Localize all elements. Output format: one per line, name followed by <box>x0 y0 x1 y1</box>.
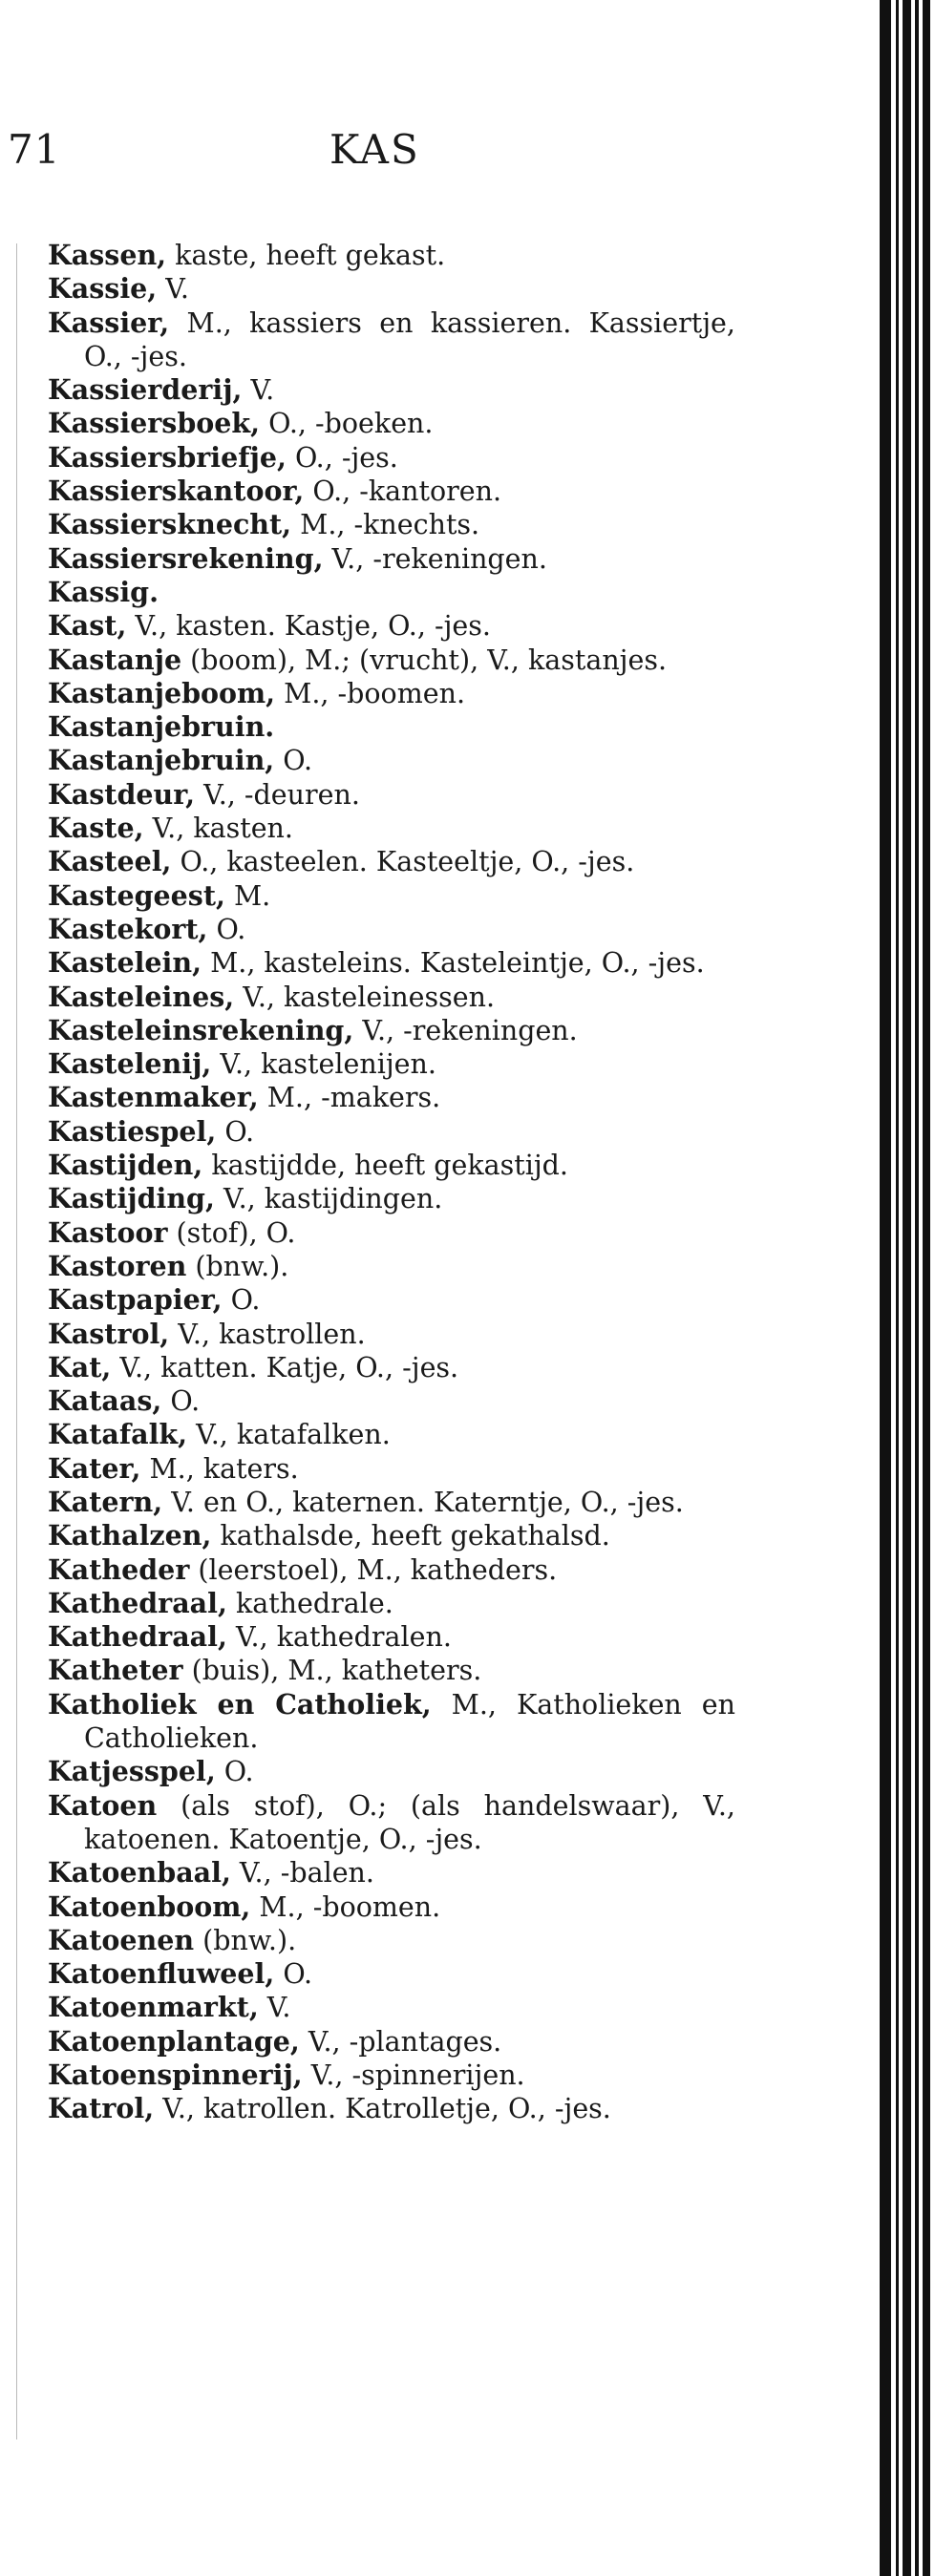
entry-headword: Kaste, <box>48 812 144 845</box>
entry-definition: O. <box>207 913 246 945</box>
entry-definition: V., kasteleinessen. <box>234 981 496 1013</box>
entry-headword: Katoenmarkt, <box>48 1991 259 2024</box>
entry-headword: Katoenfluweel, <box>48 1957 275 1991</box>
entry-headword: Kataas, <box>48 1384 162 1418</box>
entry-definition: O. <box>161 1385 201 1418</box>
dictionary-entry <box>48 1250 735 1283</box>
dictionary-entry <box>48 1418 735 1451</box>
entry-definition: kathedrale. <box>226 1587 393 1619</box>
entry-definition: M., -boomen. <box>250 1890 441 1923</box>
entry-headword: Katoenplantage, <box>48 2024 300 2058</box>
column-rule <box>16 243 17 2439</box>
entry-headword: Kastijden, <box>48 1149 203 1182</box>
dictionary-entry <box>48 1014 735 1047</box>
dictionary-entry <box>48 778 735 812</box>
entry-definition: (als stof), O.; (als handelswaar), V., katoenen. Katoentje, O., -jes. <box>84 1789 735 1855</box>
entry-definition: (bnw.). <box>194 1924 297 1956</box>
entry-definition: V. en O., katernen. Katerntje, O., -jes. <box>162 1486 684 1518</box>
entry-definition: (bnw.). <box>186 1250 289 1282</box>
entry-definition: V., kasten. <box>143 813 293 845</box>
dictionary-entry <box>48 1486 735 1519</box>
entry-headword: Katoen <box>48 1788 158 1822</box>
entry-definition: O., -jes. <box>286 441 398 474</box>
entry-headword: Kastanjeboom, <box>48 676 276 709</box>
entry-headword: Kater, <box>48 1451 141 1485</box>
entry-list <box>48 239 735 2126</box>
dictionary-entry <box>48 542 735 576</box>
entry-definition: V. <box>242 374 275 407</box>
entry-headword: Katafalk, <box>48 1418 188 1451</box>
dictionary-entry <box>48 1587 735 1620</box>
entry-headword: Kassig. <box>48 575 159 608</box>
dictionary-entry <box>48 710 735 744</box>
entry-definition: M., -knechts. <box>291 509 480 541</box>
dictionary-entry <box>48 1890 735 1924</box>
entry-definition: V. <box>157 273 189 306</box>
entry-definition: O. <box>216 1115 255 1148</box>
entry-headword: Kassier, <box>48 306 170 339</box>
dictionary-entry <box>48 609 735 643</box>
entry-headword: Kassiersknecht, <box>48 508 292 541</box>
entry-headword: Kastelein, <box>48 946 202 980</box>
entry-headword: Kasteleinsrekening, <box>48 1013 354 1046</box>
entry-headword: Kasteel, <box>48 845 172 878</box>
dictionary-entry <box>48 1688 735 1756</box>
entry-definition: V., -rekeningen. <box>353 1014 578 1046</box>
entry-headword: Kathedraal, <box>48 1620 227 1654</box>
dictionary-entry <box>48 1318 735 1351</box>
entry-headword: Katjesspel, <box>48 1755 216 1788</box>
entry-headword: Kastrol, <box>48 1317 170 1350</box>
dictionary-entry <box>48 239 735 272</box>
dictionary-entry <box>48 677 735 710</box>
dictionary-entry <box>48 1047 735 1081</box>
dictionary-entry <box>48 2025 735 2059</box>
dictionary-entry <box>48 475 735 508</box>
entry-headword: Kathedraal, <box>48 1586 227 1619</box>
dictionary-entry <box>48 1991 735 2024</box>
entry-headword: Kassen, <box>48 239 167 271</box>
entry-definition: O. <box>274 745 313 777</box>
dictionary-entry <box>48 576 735 609</box>
dictionary-entry <box>48 981 735 1014</box>
entry-definition: M., Katholieken en Catholieken. <box>84 1688 735 1755</box>
entry-definition: (leerstoel), M., katheders. <box>189 1553 558 1586</box>
entry-definition: M., -boomen. <box>275 677 466 709</box>
entry-headword: Kathalzen, <box>48 1519 212 1552</box>
dictionary-entry <box>48 879 735 913</box>
entry-definition: V., kastelenijen. <box>211 1048 436 1081</box>
dictionary-entry <box>48 2092 735 2125</box>
dictionary-entry <box>48 1384 735 1418</box>
dictionary-entry <box>48 1789 735 1857</box>
entry-definition: (buis), M., katheters. <box>182 1655 482 1687</box>
entry-definition: M. <box>224 879 271 912</box>
entry-headword: Kastanje <box>48 643 182 676</box>
entry-headword: Kastdeur, <box>48 777 196 811</box>
entry-headword: Kat, <box>48 1350 112 1383</box>
dictionary-entry <box>48 373 735 407</box>
entry-definition: V. <box>258 1992 291 2024</box>
entry-definition: V., -deuren. <box>195 778 360 811</box>
dictionary-entry <box>48 1957 735 1991</box>
dictionary-entry <box>48 508 735 541</box>
entry-headword: Kastelenij, <box>48 1047 212 1081</box>
dictionary-entry <box>48 913 735 946</box>
dictionary-entry <box>48 1452 735 1486</box>
entry-definition: V., katrollen. Katrolletje, O., -jes. <box>154 2093 611 2125</box>
dictionary-entry <box>48 1081 735 1114</box>
dictionary-entry <box>48 845 735 878</box>
entry-definition: M., kassiers en kassieren. Kassiertje, O., -jes. <box>84 306 735 372</box>
dictionary-entry <box>48 306 735 374</box>
dictionary-entry <box>48 812 735 845</box>
entry-definition: V., katafalken. <box>187 1419 391 1451</box>
entry-definition: V., kasten. Kastje, O., -jes. <box>126 610 491 643</box>
entry-definition: O., kasteelen. Kasteeltje, O., -jes. <box>171 846 635 878</box>
entry-definition: V., kastijdingen. <box>214 1183 443 1215</box>
entry-headword: Kastanjebruin. <box>48 710 275 744</box>
dictionary-entry <box>48 946 735 980</box>
entry-headword: Kastekort, <box>48 912 208 945</box>
entry-headword: Katoenbaal, <box>48 1856 231 1890</box>
entry-headword: Kastijding, <box>48 1182 215 1215</box>
entry-definition: kathalsde, heeft gekathalsd. <box>211 1520 610 1552</box>
dictionary-entry <box>48 1755 735 1788</box>
entry-headword: Kastegeest, <box>48 878 225 912</box>
entry-headword: Kasteleines, <box>48 980 235 1013</box>
entry-definition: V., -plantages. <box>299 2025 502 2058</box>
entry-definition: kaste, heeft gekast. <box>166 240 446 271</box>
entry-headword: Katoenboom, <box>48 1890 251 1923</box>
entry-definition: V., -spinnerijen. <box>302 2059 525 2092</box>
page-number: 71 <box>8 126 61 173</box>
entry-definition: O. <box>215 1756 254 1788</box>
entry-definition: O., -kantoren. <box>304 475 502 508</box>
entry-definition: O. <box>274 1958 313 1991</box>
entry-definition: O., -boeken. <box>260 408 434 440</box>
dictionary-entry <box>48 1654 735 1687</box>
entry-headword: Katoenspinnerij, <box>48 2059 303 2092</box>
entry-definition: M., katers. <box>140 1452 299 1485</box>
entry-headword: Katheder <box>48 1552 190 1586</box>
dictionary-entry <box>48 1856 735 1890</box>
dictionary-entry <box>48 272 735 306</box>
dictionary-entry <box>48 1216 735 1250</box>
dictionary-entry <box>48 1620 735 1654</box>
entry-headword: Katholiek en Catholiek, <box>48 1687 432 1721</box>
entry-headword: Kassierskantoor, <box>48 475 305 508</box>
entry-headword: Kassiersbriefje, <box>48 440 287 474</box>
dictionary-entry <box>48 644 735 677</box>
entry-headword: Kassierderij, <box>48 373 243 407</box>
dictionary-entry <box>48 441 735 475</box>
dictionary-entry <box>48 744 735 777</box>
binding-edge <box>875 0 935 2576</box>
entry-headword: Katheter <box>48 1654 183 1687</box>
entry-headword: Kassiersrekening, <box>48 541 324 575</box>
entry-headword: Kastoren <box>48 1249 187 1282</box>
entry-headword: Kast, <box>48 609 127 643</box>
dictionary-entry <box>48 407 735 440</box>
entry-definition: M., -makers. <box>258 1082 441 1114</box>
dictionary-entry <box>48 1351 735 1384</box>
running-head: KAS <box>329 126 420 173</box>
entry-definition: (stof), O. <box>167 1216 296 1249</box>
entry-definition: (boom), M.; (vrucht), V., kastanjes. <box>181 644 668 676</box>
entry-definition: V., -balen. <box>230 1857 374 1890</box>
entry-definition: M., kasteleins. Kasteleintje, O., -jes. <box>202 947 705 980</box>
entry-definition: V., katten. Katje, O., -jes. <box>111 1351 459 1383</box>
entry-headword: Katern, <box>48 1485 163 1518</box>
entry-headword: Kassiersboek, <box>48 407 261 440</box>
entry-definition: V., kathedralen. <box>226 1621 452 1654</box>
entry-headword: Kastanjebruin, <box>48 744 275 777</box>
dictionary-entry <box>48 1553 735 1587</box>
entry-headword: Kastoor <box>48 1215 168 1249</box>
entry-headword: Kastenmaker, <box>48 1081 259 1114</box>
dictionary-entry <box>48 1283 735 1317</box>
entry-definition: kastijdde, heeft gekastijd. <box>202 1150 568 1182</box>
entry-headword: Kassie, <box>48 272 158 306</box>
dictionary-entry <box>48 1924 735 1957</box>
dictionary-entry <box>48 2059 735 2092</box>
entry-headword: Katrol, <box>48 2092 155 2125</box>
dictionary-entry <box>48 1519 735 1552</box>
entry-definition: V., kastrollen. <box>169 1318 366 1350</box>
dictionary-entry <box>48 1149 735 1182</box>
entry-headword: Kastpapier, <box>48 1283 223 1317</box>
dictionary-entry <box>48 1182 735 1215</box>
entry-definition: V., -rekeningen. <box>323 542 547 575</box>
dictionary-entry <box>48 1115 735 1149</box>
entry-headword: Kastiespel, <box>48 1114 217 1148</box>
entry-headword: Katoenen <box>48 1923 195 1956</box>
entry-definition: O. <box>222 1284 261 1317</box>
